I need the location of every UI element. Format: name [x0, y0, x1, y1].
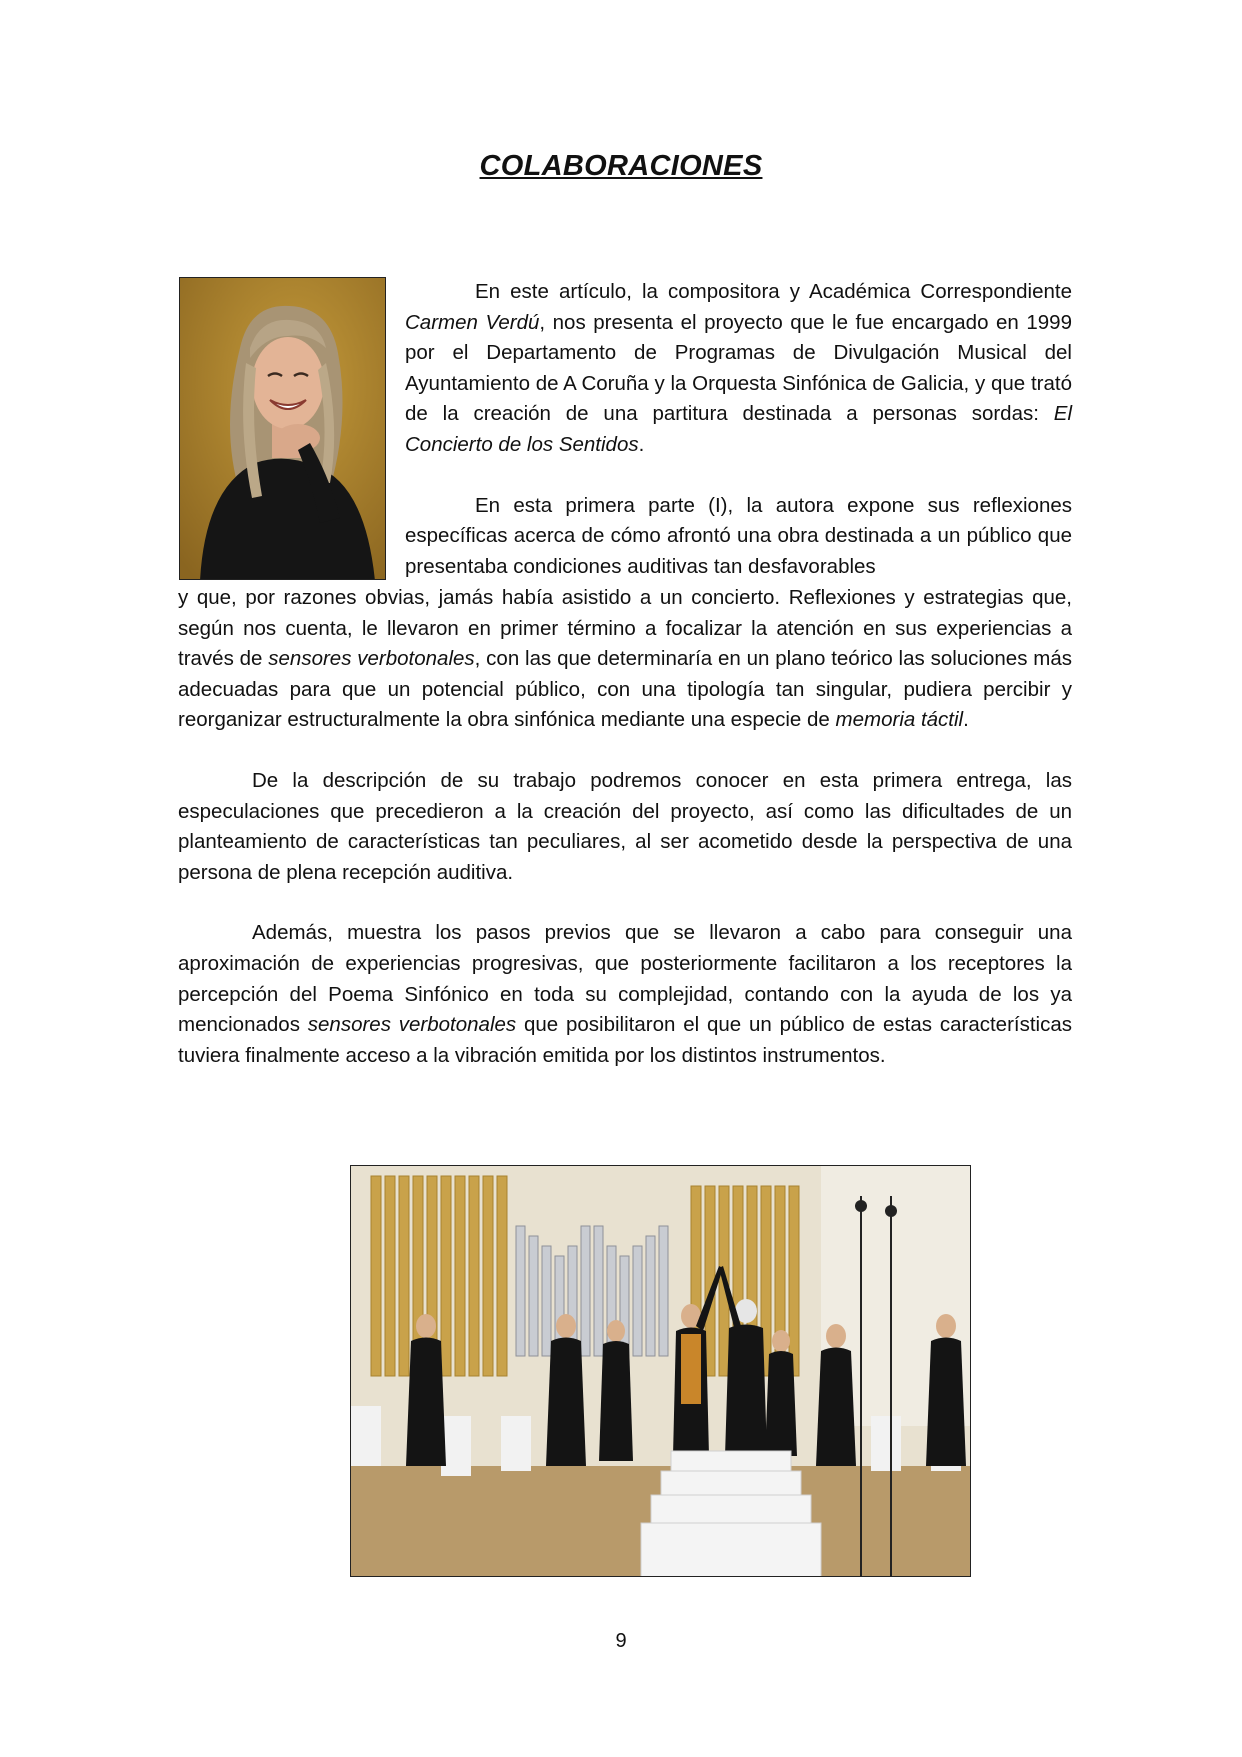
intro-text-column: [405, 277, 1072, 582]
description-paragraph: De la descripción de su trabajo podremos conocer en esta primera entrega, las especulaciones que precedieron a la creación del proyecto, así como las dificultades de un planteamiento de características tan peculiares, al ser acometido desde la perspectiva de una persona de plena recepción auditiva.: [178, 768, 1072, 884]
composer-name: Carmen Verdú: [405, 310, 540, 334]
intro-paragraph: En este artículo, la compositora y Académica Correspondiente Carmen Verdú, nos presenta el proyecto que le fue encargado en 1999 por el Departamento de Programas de Divulgación Musical del Ayuntamiento de A Coruña y la Orquesta Sinfónica de Galicia, y que trató de la creación de una partitura destinada a personas sordas: El Concierto de los Sentidos.: [405, 280, 1072, 456]
page-number: 9: [615, 1630, 627, 1652]
previous-steps-paragraph: Además, muestra los pasos previos que se llevaron a cabo para conseguir una aproximación de experiencias progresivas, que posteriormente facilitaron a los receptores la percepción del Poema Sinfónico en toda su complejidad, contando con la ayuda de los ya mencionados sensores verbotonales que posibilitaron el que un público de estas características tuviera finalmente acceso a la vibración emitida por los distintos instrumentos.: [178, 921, 1073, 1067]
concert-photo: [350, 1165, 971, 1577]
page-title: COLABORACIONES: [479, 150, 763, 182]
first-part-paragraph-continuation: y que, por razones obvias, jamás había asistido a un concierto. Reflexiones y estrategias que, según nos cuenta, le llevaron en primer término a focalizar la atención en sus experiencias a través de sensores verbotonales, con las que determinaría en un plano teórico las soluciones más adecuadas para que un potencial público, con una tipología tan singular, pudiera percibir y reorganizar estructuralmente la obra sinfónica mediante una especie de memoria táctil.: [178, 586, 1072, 732]
first-part-paragraph-lead: En esta primera parte (I), la autora expone sus reflexiones específicas acerca de cómo afrontó una obra destinada a un público que presentaba condiciones auditivas tan desfavorables: [405, 493, 1072, 578]
work-title: El Concierto de los Sentidos: [405, 402, 1072, 456]
body-text: [178, 583, 1072, 1071]
composer-portrait-photo: [179, 277, 386, 580]
